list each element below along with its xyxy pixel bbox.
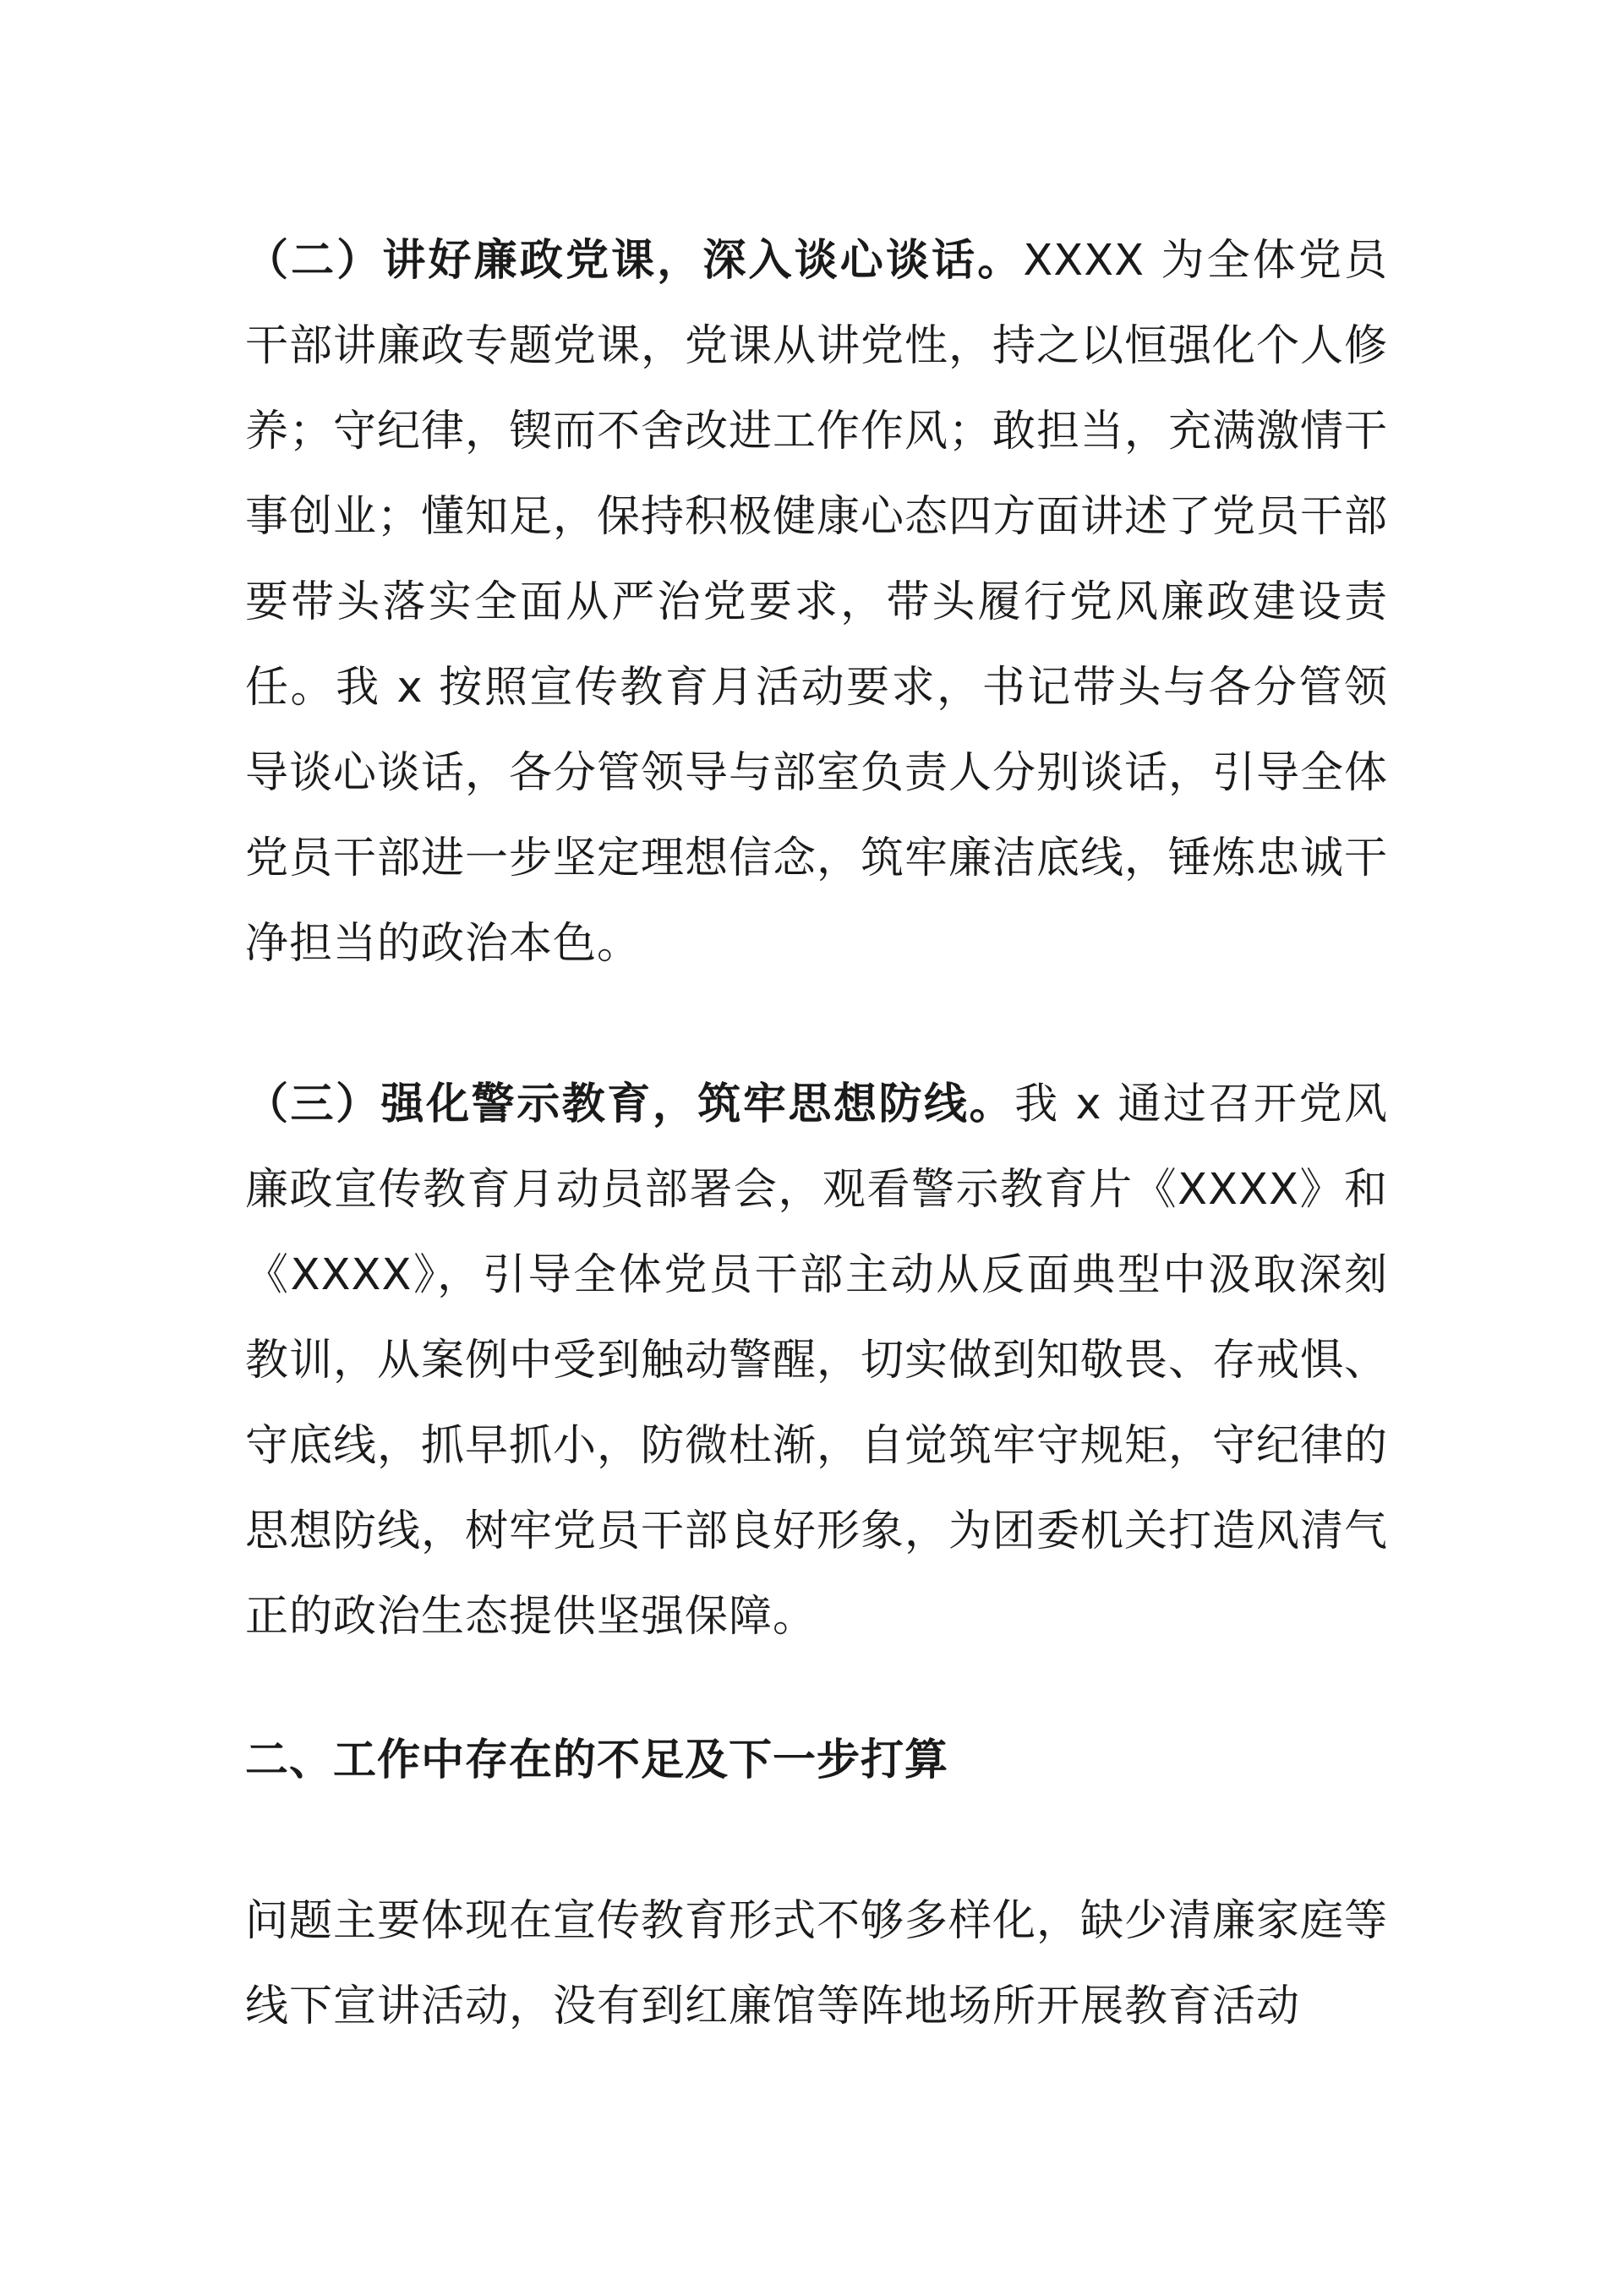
- paragraph-body-section-4: 问题主要体现在宣传教育形式不够多样化，缺少清廉家庭等线下宣讲活动，没有到红廉馆等阵地场所开展教育活动: [245, 1896, 1389, 2031]
- paragraph-section-4: [245, 1878, 1388, 2049]
- paragraph-lead-section-2: （二）讲好廉政党课，深入谈心谈话。: [245, 236, 1024, 286]
- paragraph-lead-section-3: （三）强化警示教育，筑牢思想防线。: [245, 1080, 1015, 1129]
- paragraph-body-section-3: 我 x 通过召开党风廉政宣传教育月动员部署会，观看警示教育片《XXXX》和《XXXX》，引导全体党员干部主动从反面典型中汲取深刻教训，从案例中受到触动警醒，切实做到知敬畏、存戒惧、守底线，抓早抓小，防微杜渐，自觉筑牢守规矩，守纪律的思想防线，树牢党员干部良好形象，为团委机关打造风清气正的政治生态提供坚强保障。: [245, 1080, 1389, 1642]
- paragraph-section-2: [245, 218, 1388, 987]
- paragraph-body-section-2: XXXX 为全体党员干部讲廉政专题党课，党课从讲党性，持之以恒强化个人修养；守纪律，锲而不舍改进工作作风；敢担当，充满激情干事创业；懂知足，保持积极健康心态四方面讲述了党员干部要带头落实全面从严治党要求，带头履行党风廉政建设责任。我 x 按照宣传教育月活动要求，书记带头与各分管领导谈心谈话，各分管领导与部室负责人分别谈话，引导全体党员干部进一步坚定理想信念，筑牢廉洁底线，锤炼忠诚干净担当的政治本色。: [245, 236, 1389, 969]
- section-heading: 二、工作中存在的不足及下一步打算: [245, 1736, 949, 1785]
- paragraph-section-3: [245, 1062, 1388, 1659]
